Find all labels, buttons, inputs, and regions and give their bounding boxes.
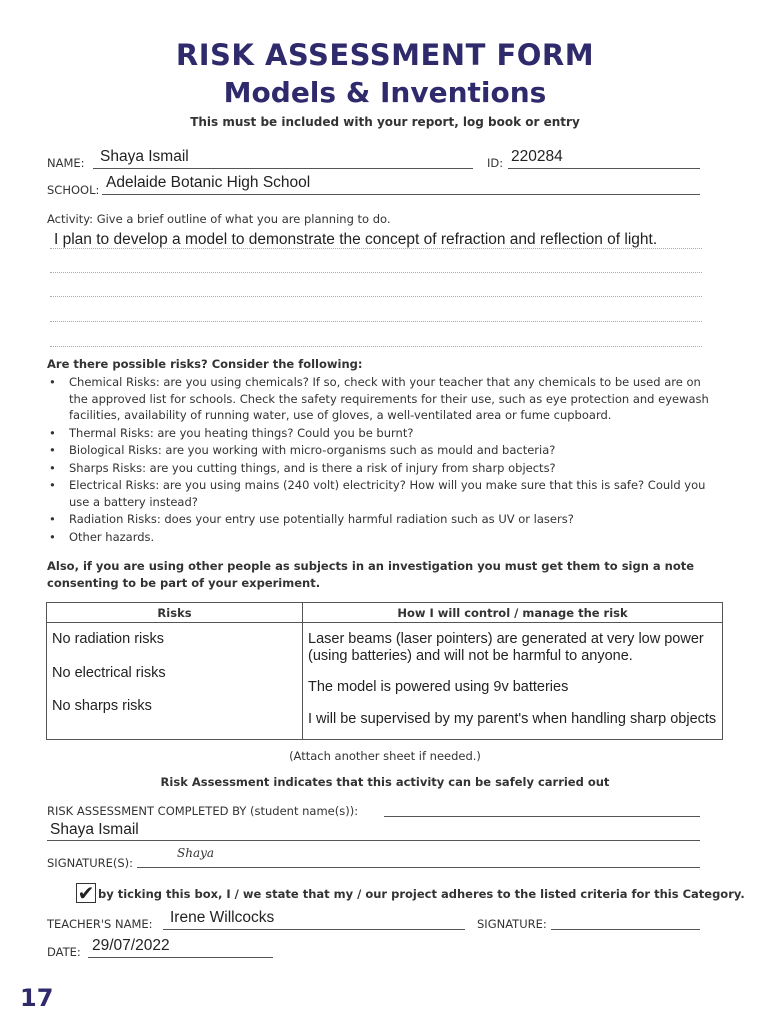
risk-item-sharps: • Sharps Risks: are you cutting things, and is there a risk of injury from sharp objects?: [47, 460, 712, 477]
activity-line-2[interactable]: [50, 254, 702, 273]
form-instruction: This must be included with your report, log book or entry: [190, 115, 580, 129]
risk-item-other: • Other hazards.: [47, 529, 712, 546]
risk-entry: No electrical risks: [52, 664, 166, 681]
student-names-value: Shaya Ismail: [50, 821, 139, 838]
activity-line-3[interactable]: [50, 278, 702, 297]
teacher-name-field[interactable]: [163, 911, 465, 930]
risk-item-biological: • Biological Risks: are you working with micro-organisms such as mould and bacteria?: [47, 442, 712, 459]
safe-statement: Risk Assessment indicates that this activity can be safely carried out: [160, 775, 610, 789]
id-field[interactable]: [508, 150, 700, 169]
risk-table: [46, 602, 723, 740]
criteria-checkbox[interactable]: [76, 883, 96, 903]
signatures-label: SIGNATURE(S):: [47, 856, 134, 870]
activity-line-1[interactable]: [50, 230, 702, 249]
name-field[interactable]: [93, 150, 473, 169]
completed-by-line[interactable]: [384, 802, 700, 817]
name-value: Shaya Ismail: [100, 148, 189, 165]
form-title: RISK ASSESSMENT FORM: [175, 38, 595, 72]
risk-entry: No radiation risks: [52, 631, 165, 647]
form-subtitle: Models & Inventions: [223, 76, 547, 109]
school-label: SCHOOL:: [47, 183, 100, 197]
teacher-name-value: Irene Willcocks: [170, 909, 275, 926]
risk-table-header-risks: Risks: [47, 603, 303, 623]
activity-label: Activity: Give a brief outline of what you are planning to do.: [47, 212, 391, 226]
teacher-signature-field[interactable]: [551, 913, 700, 930]
signatures-field[interactable]: [137, 846, 700, 868]
risks-list: [47, 374, 712, 545]
checkmark-icon: ✔: [77, 881, 95, 905]
student-signature: Shaya: [177, 846, 215, 860]
school-field[interactable]: [102, 176, 700, 195]
completed-by-label: RISK ASSESSMENT COMPLETED BY (student name(s)):: [47, 804, 359, 818]
student-names-field[interactable]: [47, 822, 700, 841]
risk-item-thermal: • Thermal Risks: are you heating things? Could you be burnt?: [47, 425, 712, 442]
date-field[interactable]: [88, 939, 273, 958]
activity-line-4[interactable]: [50, 303, 702, 322]
controls-cell[interactable]: [303, 623, 723, 740]
attach-note: (Attach another sheet if needed.): [289, 749, 481, 763]
page-number: 17: [20, 984, 54, 1012]
activity-line-5[interactable]: [50, 328, 702, 347]
risk-entry: No sharps risks: [52, 698, 152, 714]
activity-value: I plan to develop a model to demonstrate the concept of refraction and reflection of light.: [54, 231, 658, 248]
control-entry: Laser beams (laser pointers) are generated at very low power (using batteries) and will not be harmful to anyone.: [308, 631, 704, 664]
risk-table-header-controls: How I will control / manage the risk: [303, 603, 723, 623]
date-label: DATE:: [47, 945, 81, 959]
name-label: NAME:: [47, 156, 85, 170]
control-entry: I will be supervised by my parent's when handling sharp objects: [308, 710, 717, 727]
school-value: Adelaide Botanic High School: [106, 174, 311, 191]
id-label: ID:: [487, 156, 504, 170]
risks-cell[interactable]: [47, 623, 303, 740]
control-entry: The model is powered using 9v batteries: [308, 679, 569, 695]
risks-heading: Are there possible risks? Consider the following:: [47, 357, 363, 371]
criteria-statement: by ticking this box, I / we state that my / our project adheres to the listed criteria for this Category.: [98, 887, 745, 901]
risk-item-electrical: • Electrical Risks: are you using mains (240 volt) electricity? How will you make sure that this is safe? Could you use a battery instead?: [47, 477, 712, 510]
risk-item-chemical: • Chemical Risks: are you using chemicals? If so, check with your teacher that any chemicals to be used are on the approved list for schools. Check the safety requirements for their use, such as eye protection and eyewash facilities, availability of running water, use of gloves, a well-ventilated area or fume cupboard.: [47, 374, 712, 424]
date-value: 29/07/2022: [92, 937, 170, 954]
id-value: 220284: [511, 148, 563, 165]
teacher-name-label: TEACHER'S NAME:: [47, 917, 153, 931]
consent-note: Also, if you are using other people as subjects in an investigation you must get them to sign a note consenting to be part of your experiment.: [47, 559, 695, 590]
teacher-signature-label: SIGNATURE:: [477, 917, 547, 931]
risk-item-radiation: • Radiation Risks: does your entry use potentially harmful radiation such as UV or lasers?: [47, 511, 712, 528]
